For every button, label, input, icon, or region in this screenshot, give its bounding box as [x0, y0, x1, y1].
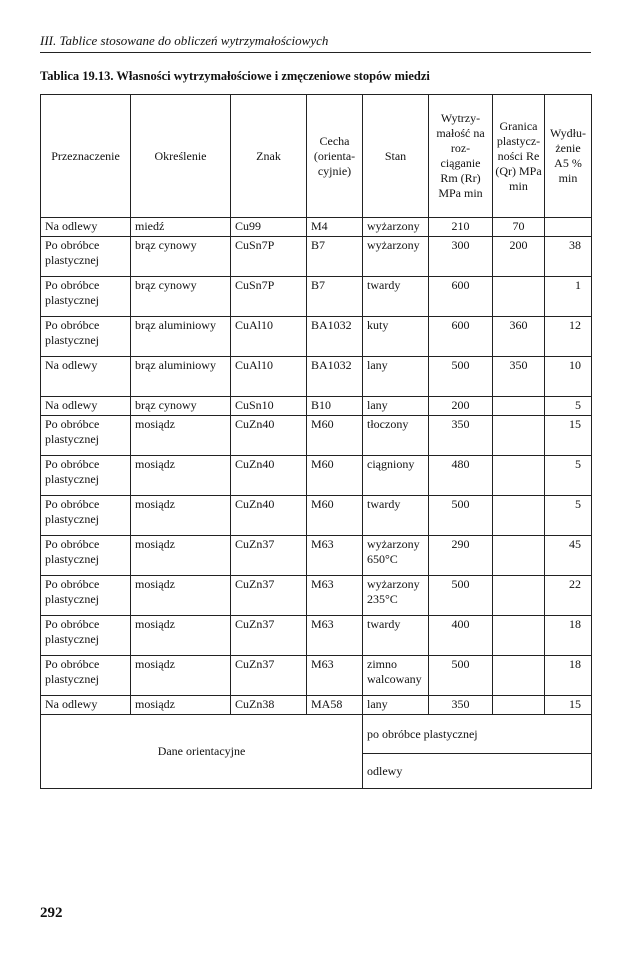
cell-a5 — [545, 218, 592, 237]
cell-okreslenie: brąz cynowy — [131, 237, 231, 277]
cell-przeznaczenie: Po obróbce plastycznej — [41, 656, 131, 696]
cell-re — [493, 416, 545, 456]
cell-przeznaczenie: Na odlewy — [41, 696, 131, 715]
cell-cecha: B7 — [307, 277, 363, 317]
cell-re — [493, 456, 545, 496]
cell-stan: twardy — [363, 496, 429, 536]
cell-cecha: M60 — [307, 416, 363, 456]
cell-znak: CuZn40 — [231, 416, 307, 456]
header-rm: Wytrzy-małość na roz-ciąganie Rm (Rr) MPa min — [429, 95, 493, 218]
table-row — [41, 696, 592, 715]
cell-a5: 15 — [545, 696, 592, 715]
cell-cecha: M63 — [307, 536, 363, 576]
cell-stan: wyżarzony 235°C — [363, 576, 429, 616]
cell-re: 200 — [493, 237, 545, 277]
table-row — [41, 656, 592, 696]
cell-znak: CuZn37 — [231, 576, 307, 616]
cell-rm: 500 — [429, 496, 493, 536]
table-row — [41, 277, 592, 317]
cell-rm: 350 — [429, 416, 493, 456]
cell-cecha: B7 — [307, 237, 363, 277]
cell-a5: 38 — [545, 237, 592, 277]
cell-a5: 1 — [545, 277, 592, 317]
table-row — [41, 576, 592, 616]
cell-a5: 15 — [545, 416, 592, 456]
cell-okreslenie: mosiądz — [131, 696, 231, 715]
table-row — [41, 357, 592, 397]
cell-re: 350 — [493, 357, 545, 397]
cell-a5: 5 — [545, 496, 592, 536]
cell-okreslenie: mosiądz — [131, 456, 231, 496]
cell-stan: wyżarzony — [363, 218, 429, 237]
cell-re — [493, 576, 545, 616]
header-znak: Znak — [231, 95, 307, 218]
cell-okreslenie: brąz aluminiowy — [131, 317, 231, 357]
cell-okreslenie: mosiądz — [131, 616, 231, 656]
cell-okreslenie: mosiądz — [131, 496, 231, 536]
table-caption: Tablica 19.13. Własności wytrzymałościowe i zmęczeniowe stopów miedzi — [40, 69, 430, 83]
header-a5: Wydłu-żenie A5 % min — [545, 95, 592, 218]
cell-znak: CuAl10 — [231, 317, 307, 357]
cell-przeznaczenie: Po obróbce plastycznej — [41, 576, 131, 616]
cell-znak: CuZn37 — [231, 616, 307, 656]
table-row — [41, 317, 592, 357]
cell-okreslenie: mosiądz — [131, 576, 231, 616]
cell-re: 70 — [493, 218, 545, 237]
cell-a5: 10 — [545, 357, 592, 397]
cell-a5: 45 — [545, 536, 592, 576]
cell-a5: 5 — [545, 456, 592, 496]
cell-rm: 480 — [429, 456, 493, 496]
header-re: Granica plastycz-ności Re (Qr) MPa min — [493, 95, 545, 218]
cell-re — [493, 496, 545, 536]
cell-stan: lany — [363, 696, 429, 715]
cell-a5: 12 — [545, 317, 592, 357]
cell-a5: 18 — [545, 656, 592, 696]
cell-cecha: BA1032 — [307, 317, 363, 357]
cell-przeznaczenie: Na odlewy — [41, 397, 131, 416]
cell-rm: 500 — [429, 576, 493, 616]
cell-rm: 210 — [429, 218, 493, 237]
cell-rm: 350 — [429, 696, 493, 715]
cell-cecha: MA58 — [307, 696, 363, 715]
table-row — [41, 237, 592, 277]
cell-znak: CuZn40 — [231, 456, 307, 496]
table-row — [41, 416, 592, 456]
legend-odlewy: odlewy — [363, 754, 592, 789]
cell-re — [493, 696, 545, 715]
cell-stan: kuty — [363, 317, 429, 357]
cell-stan: ciągniony — [363, 456, 429, 496]
cell-rm: 500 — [429, 357, 493, 397]
cell-okreslenie: brąz aluminiowy — [131, 357, 231, 397]
cell-a5: 18 — [545, 616, 592, 656]
cell-stan: lany — [363, 397, 429, 416]
table-row — [41, 496, 592, 536]
cell-okreslenie: brąz cynowy — [131, 397, 231, 416]
cell-cecha: M60 — [307, 496, 363, 536]
cell-przeznaczenie: Na odlewy — [41, 357, 131, 397]
properties-table — [40, 94, 592, 789]
cell-rm: 600 — [429, 317, 493, 357]
cell-re — [493, 656, 545, 696]
legend-body — [41, 715, 592, 789]
cell-przeznaczenie: Po obróbce plastycznej — [41, 416, 131, 456]
cell-rm: 600 — [429, 277, 493, 317]
cell-stan: tłoczony — [363, 416, 429, 456]
cell-stan: lany — [363, 357, 429, 397]
table-row — [41, 536, 592, 576]
cell-okreslenie: mosiądz — [131, 656, 231, 696]
table-row — [41, 218, 592, 237]
cell-przeznaczenie: Po obróbce plastycznej — [41, 277, 131, 317]
cell-re — [493, 277, 545, 317]
cell-okreslenie: mosiądz — [131, 416, 231, 456]
cell-znak: CuZn40 — [231, 496, 307, 536]
cell-re — [493, 397, 545, 416]
cell-cecha: M60 — [307, 456, 363, 496]
table-header-row — [41, 95, 592, 218]
cell-znak: Cu99 — [231, 218, 307, 237]
cell-stan: wyżarzony 650°C — [363, 536, 429, 576]
running-head: III. Tablice stosowane do obliczeń wytrzymałościowych — [40, 33, 591, 53]
cell-przeznaczenie: Po obróbce plastycznej — [41, 456, 131, 496]
cell-znak: CuSn7P — [231, 277, 307, 317]
cell-a5: 22 — [545, 576, 592, 616]
cell-stan: twardy — [363, 616, 429, 656]
header-okreslenie: Określenie — [131, 95, 231, 218]
cell-re — [493, 536, 545, 576]
cell-przeznaczenie: Po obróbce plastycznej — [41, 536, 131, 576]
cell-stan: twardy — [363, 277, 429, 317]
legend-po-obrobce: po obróbce plastycznej — [363, 715, 592, 754]
cell-rm: 500 — [429, 656, 493, 696]
cell-stan: wyżarzony — [363, 237, 429, 277]
table-row — [41, 397, 592, 416]
header-stan: Stan — [363, 95, 429, 218]
cell-cecha: M4 — [307, 218, 363, 237]
cell-rm: 300 — [429, 237, 493, 277]
cell-okreslenie: miedź — [131, 218, 231, 237]
legend-orientacyjne: Dane orientacyjne — [41, 715, 363, 789]
cell-znak: CuZn37 — [231, 656, 307, 696]
cell-stan: zimno walcowany — [363, 656, 429, 696]
cell-rm: 290 — [429, 536, 493, 576]
cell-przeznaczenie: Po obróbce plastycznej — [41, 237, 131, 277]
cell-re — [493, 616, 545, 656]
cell-rm: 400 — [429, 616, 493, 656]
cell-re: 360 — [493, 317, 545, 357]
cell-przeznaczenie: Po obróbce plastycznej — [41, 616, 131, 656]
cell-cecha: B10 — [307, 397, 363, 416]
cell-okreslenie: brąz cynowy — [131, 277, 231, 317]
page-number: 292 — [40, 905, 63, 921]
cell-znak: CuZn38 — [231, 696, 307, 715]
cell-znak: CuSn7P — [231, 237, 307, 277]
header-cecha: Cecha (orienta-cyjnie) — [307, 95, 363, 218]
cell-cecha: BA1032 — [307, 357, 363, 397]
cell-znak: CuSn10 — [231, 397, 307, 416]
cell-a5: 5 — [545, 397, 592, 416]
cell-rm: 200 — [429, 397, 493, 416]
cell-cecha: M63 — [307, 656, 363, 696]
cell-okreslenie: mosiądz — [131, 536, 231, 576]
cell-przeznaczenie: Po obróbce plastycznej — [41, 317, 131, 357]
header-przeznaczenie: Przeznaczenie — [41, 95, 131, 218]
cell-znak: CuAl10 — [231, 357, 307, 397]
cell-cecha: M63 — [307, 616, 363, 656]
table-row — [41, 456, 592, 496]
table-body — [41, 218, 592, 715]
cell-znak: CuZn37 — [231, 536, 307, 576]
cell-przeznaczenie: Po obróbce plastycznej — [41, 496, 131, 536]
cell-cecha: M63 — [307, 576, 363, 616]
table-row — [41, 616, 592, 656]
cell-przeznaczenie: Na odlewy — [41, 218, 131, 237]
